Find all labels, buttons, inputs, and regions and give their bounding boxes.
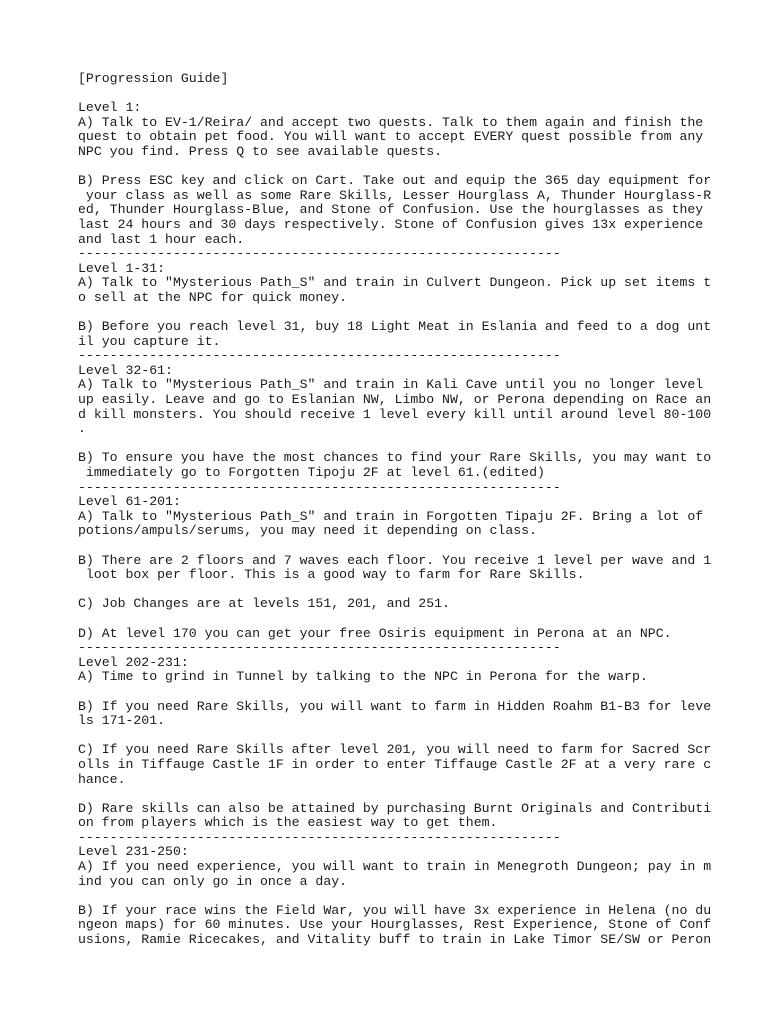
document-line: B) Press ESC key and click on Cart. Take out and equip the 365 day equipment for — [78, 173, 712, 189]
document-line — [78, 889, 718, 904]
document-line — [78, 787, 718, 802]
document-line: D) Rare skills can also be attained by purchasing Burnt Originals and Contributi — [78, 800, 712, 816]
document-line: Level 1: — [78, 100, 142, 116]
document-line: [Progression Guide] — [78, 71, 229, 86]
document-line — [78, 87, 718, 102]
document-line: Level 202-231: — [78, 654, 189, 670]
document-line: A) If you need experience, you will want to train in Menegroth Dungeon; pay in m — [78, 859, 712, 875]
document-line: A) Talk to "Mysterious Path_S" and train in Culvert Dungeon. Pick up set items t — [78, 275, 712, 291]
document-line: up easily. Leave and go to Eslanian NW, Limbo NW, or Perona depending on Race an — [78, 392, 712, 408]
document-line: D) At level 170 you can get your free Osiris equipment in Perona at an NPC. — [78, 625, 672, 641]
document-line: A) Talk to "Mysterious Path_S" and train in Forgotten Tipaju 2F. Bring a lot of — [78, 508, 704, 524]
document-line: on from players which is the easiest way to get them. — [78, 815, 498, 831]
document-line — [78, 437, 718, 452]
document-line — [78, 160, 718, 175]
document-line: C) Job Changes are at levels 151, 201, and 251. — [78, 596, 450, 612]
document-line: loot box per floor. This is a good way to farm for Rare Skills. — [78, 567, 585, 583]
document-line: olls in Tiffauge Castle 1F in order to enter Tiffauge Castle 2F at a very rare c — [78, 756, 712, 772]
document-line: B) If your race wins the Field War, you will have 3x experience in Helena (no du — [78, 902, 712, 918]
document-line: ed, Thunder Hourglass-Blue, and Stone of Confusion. Use the hourglasses as they — [78, 202, 704, 218]
document-line — [78, 583, 718, 598]
document-line: quest to obtain pet food. You will want to accept EVERY quest possible from any — [78, 129, 704, 145]
document-line: hance. — [78, 771, 126, 787]
document-line: il you capture it. — [78, 333, 221, 349]
document-body — [78, 72, 718, 948]
document-line: A) Time to grind in Tunnel by talking to the NPC in Perona for the warp. — [78, 669, 648, 685]
document-line: Level 1-31: — [78, 260, 166, 276]
document-line: B) Before you reach level 31, buy 18 Light Meat in Eslania and feed to a dog unt — [78, 319, 712, 335]
document-line: ------------------------------------------------------------- — [78, 479, 561, 495]
document-line: ngeon maps) for 60 minutes. Use your Hourglasses, Rest Experience, Stone of Conf — [78, 917, 712, 933]
document-line: potions/ampuls/serums, you may need it depending on class. — [78, 523, 537, 539]
document-line: Level 231-250: — [78, 844, 189, 860]
document-line: and last 1 hour each. — [78, 231, 245, 247]
document-line — [78, 612, 718, 627]
document-line: d kill monsters. You should receive 1 level every kill until around level 80-100 — [78, 406, 712, 422]
document-line: NPC you find. Press Q to see available quests. — [78, 143, 443, 159]
document-line: ------------------------------------------------------------- — [78, 640, 561, 656]
document-line: immediately go to Forgotten Tipoju 2F at level 61.(edited) — [78, 465, 545, 481]
document-line: A) Talk to EV-1/Reira/ and accept two quests. Talk to them again and finish the — [78, 114, 704, 130]
document-line: B) To ensure you have the most chances to find your Rare Skills, you may want to — [78, 450, 712, 466]
document-line: ind you can only go in once a day. — [78, 873, 348, 889]
document-line: B) There are 2 floors and 7 waves each floor. You receive 1 level per wave and 1 — [78, 552, 712, 568]
document-line: . — [78, 421, 86, 437]
document-line: usions, Ramie Ricecakes, and Vitality buff to train in Lake Timor SE/SW or Peron — [78, 932, 712, 948]
document-line: Level 61-201: — [78, 494, 181, 510]
document-line: o sell at the NPC for quick money. — [78, 289, 348, 305]
document-line — [78, 539, 718, 554]
document-line: Level 32-61: — [78, 362, 173, 378]
document-line: C) If you need Rare Skills after level 201, you will need to farm for Sacred Scr — [78, 742, 712, 758]
document-line: ------------------------------------------------------------- — [78, 348, 561, 364]
document-line: B) If you need Rare Skills, you will want to farm in Hidden Roahm B1-B3 for leve — [78, 698, 712, 714]
document-line: your class as well as some Rare Skills, Lesser Hourglass A, Thunder Hourglass-R — [78, 187, 712, 203]
document-line: last 24 hours and 30 days respectively. Stone of Confusion gives 13x experience — [78, 216, 704, 232]
document-line — [78, 685, 718, 700]
document-line: A) Talk to "Mysterious Path_S" and train in Kali Cave until you no longer level — [78, 377, 704, 393]
document-line — [78, 306, 718, 321]
document-line — [78, 729, 718, 744]
document-line: ------------------------------------------------------------- — [78, 246, 561, 262]
document-line: ------------------------------------------------------------- — [78, 829, 561, 845]
document-line: ls 171-201. — [78, 713, 166, 729]
